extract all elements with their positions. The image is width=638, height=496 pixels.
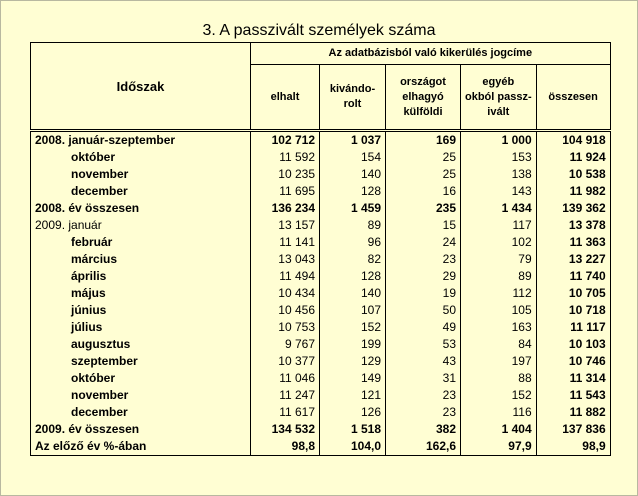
cell-value: 11 695 — [251, 183, 320, 200]
row-label: Az előző év %-ában — [31, 438, 251, 456]
table-row — [31, 387, 611, 404]
cell-value: 138 — [461, 166, 537, 183]
column-header: kivándo- rolt — [320, 65, 386, 131]
cell-value: 25 — [386, 149, 461, 166]
header-period: Időszak — [31, 43, 251, 131]
cell-value: 10 434 — [251, 285, 320, 302]
cell-value: 1 434 — [461, 200, 537, 217]
column-header: összesen — [536, 65, 610, 131]
cell-value: 11 141 — [251, 234, 320, 251]
cell-value: 116 — [461, 404, 537, 421]
cell-value: 105 — [461, 302, 537, 319]
row-label: 2009. év összesen — [31, 421, 251, 438]
cell-value: 1 459 — [320, 200, 386, 217]
cell-value: 11 046 — [251, 370, 320, 387]
cell-value: 162,6 — [386, 438, 461, 456]
cell-value: 89 — [320, 217, 386, 234]
cell-value: 24 — [386, 234, 461, 251]
table-row — [31, 200, 611, 217]
cell-value: 140 — [320, 285, 386, 302]
cell-value: 16 — [386, 183, 461, 200]
cell-value: 199 — [320, 336, 386, 353]
cell-value: 117 — [461, 217, 537, 234]
cell-value: 197 — [461, 353, 537, 370]
cell-value: 31 — [386, 370, 461, 387]
cell-value: 96 — [320, 234, 386, 251]
row-label: augusztus — [31, 336, 251, 353]
cell-value: 9 767 — [251, 336, 320, 353]
row-label: október — [31, 149, 251, 166]
cell-value: 79 — [461, 251, 537, 268]
table-row — [31, 268, 611, 285]
column-header: egyéb okból passz- ivált — [461, 65, 537, 131]
table-row — [31, 251, 611, 268]
cell-value: 11 592 — [251, 149, 320, 166]
cell-value: 121 — [320, 387, 386, 404]
cell-value: 82 — [320, 251, 386, 268]
row-label: 2009. január — [31, 217, 251, 234]
cell-value: 11 363 — [536, 234, 610, 251]
table-row — [31, 302, 611, 319]
cell-value: 50 — [386, 302, 461, 319]
cell-value: 128 — [320, 183, 386, 200]
cell-value: 11 117 — [536, 319, 610, 336]
cell-value: 10 718 — [536, 302, 610, 319]
data-table — [30, 42, 611, 456]
cell-value: 10 538 — [536, 166, 610, 183]
cell-value: 11 740 — [536, 268, 610, 285]
row-label: szeptember — [31, 353, 251, 370]
column-header: országot elhagyó külföldi — [386, 65, 461, 131]
cell-value: 53 — [386, 336, 461, 353]
cell-value: 169 — [386, 131, 461, 150]
cell-value: 134 532 — [251, 421, 320, 438]
cell-value: 1 037 — [320, 131, 386, 150]
cell-value: 129 — [320, 353, 386, 370]
row-label: november — [31, 166, 251, 183]
table-row — [31, 438, 611, 456]
header-group: Az adatbázisból való kikerülés jogcíme — [251, 43, 611, 65]
table-row — [31, 149, 611, 166]
cell-value: 11 617 — [251, 404, 320, 421]
cell-value: 10 103 — [536, 336, 610, 353]
cell-value: 98,8 — [251, 438, 320, 456]
row-label: december — [31, 404, 251, 421]
cell-value: 29 — [386, 268, 461, 285]
column-header: elhalt — [251, 65, 320, 131]
row-label: május — [31, 285, 251, 302]
cell-value: 23 — [386, 387, 461, 404]
cell-value: 140 — [320, 166, 386, 183]
table-row — [31, 183, 611, 200]
cell-value: 10 746 — [536, 353, 610, 370]
cell-value: 10 235 — [251, 166, 320, 183]
cell-value: 15 — [386, 217, 461, 234]
cell-value: 235 — [386, 200, 461, 217]
cell-value: 163 — [461, 319, 537, 336]
cell-value: 97,9 — [461, 438, 537, 456]
row-label: július — [31, 319, 251, 336]
table-title: 3. A passzivált személyek száma — [202, 22, 436, 39]
cell-value: 49 — [386, 319, 461, 336]
table-row — [31, 217, 611, 234]
cell-value: 102 712 — [251, 131, 320, 150]
cell-value: 112 — [461, 285, 537, 302]
cell-value: 1 518 — [320, 421, 386, 438]
cell-value: 1 404 — [461, 421, 537, 438]
cell-value: 107 — [320, 302, 386, 319]
row-label: december — [31, 183, 251, 200]
table-row — [31, 285, 611, 302]
table-row — [31, 234, 611, 251]
table-row — [31, 404, 611, 421]
table-row — [31, 370, 611, 387]
cell-value: 98,9 — [536, 438, 610, 456]
cell-value: 154 — [320, 149, 386, 166]
cell-value: 88 — [461, 370, 537, 387]
cell-value: 23 — [386, 251, 461, 268]
cell-value: 102 — [461, 234, 537, 251]
table-row — [31, 166, 611, 183]
row-label: február — [31, 234, 251, 251]
cell-value: 23 — [386, 404, 461, 421]
cell-value: 89 — [461, 268, 537, 285]
cell-value: 13 378 — [536, 217, 610, 234]
cell-value: 1 000 — [461, 131, 537, 150]
cell-value: 126 — [320, 404, 386, 421]
cell-value: 11 494 — [251, 268, 320, 285]
cell-value: 382 — [386, 421, 461, 438]
cell-value: 10 753 — [251, 319, 320, 336]
cell-value: 25 — [386, 166, 461, 183]
cell-value: 43 — [386, 353, 461, 370]
row-label: április — [31, 268, 251, 285]
cell-value: 139 362 — [536, 200, 610, 217]
cell-value: 10 705 — [536, 285, 610, 302]
cell-value: 11 314 — [536, 370, 610, 387]
cell-value: 13 043 — [251, 251, 320, 268]
table-row — [31, 131, 611, 150]
cell-value: 13 157 — [251, 217, 320, 234]
cell-value: 10 456 — [251, 302, 320, 319]
cell-value: 128 — [320, 268, 386, 285]
table-row — [31, 319, 611, 336]
row-label: november — [31, 387, 251, 404]
cell-value: 10 377 — [251, 353, 320, 370]
cell-value: 152 — [320, 319, 386, 336]
cell-value: 11 924 — [536, 149, 610, 166]
table-row — [31, 421, 611, 438]
cell-value: 136 234 — [251, 200, 320, 217]
cell-value: 11 543 — [536, 387, 610, 404]
row-label: június — [31, 302, 251, 319]
table-row — [31, 353, 611, 370]
cell-value: 143 — [461, 183, 537, 200]
cell-value: 104,0 — [320, 438, 386, 456]
cell-value: 149 — [320, 370, 386, 387]
cell-value: 137 836 — [536, 421, 610, 438]
cell-value: 11 882 — [536, 404, 610, 421]
table-row — [31, 336, 611, 353]
cell-value: 19 — [386, 285, 461, 302]
cell-value: 84 — [461, 336, 537, 353]
row-label: március — [31, 251, 251, 268]
cell-value: 11 247 — [251, 387, 320, 404]
cell-value: 152 — [461, 387, 537, 404]
cell-value: 11 982 — [536, 183, 610, 200]
cell-value: 153 — [461, 149, 537, 166]
cell-value: 104 918 — [536, 131, 610, 150]
cell-value: 13 227 — [536, 251, 610, 268]
row-label: 2008. január-szeptember — [31, 131, 251, 150]
row-label: október — [31, 370, 251, 387]
row-label: 2008. év összesen — [31, 200, 251, 217]
